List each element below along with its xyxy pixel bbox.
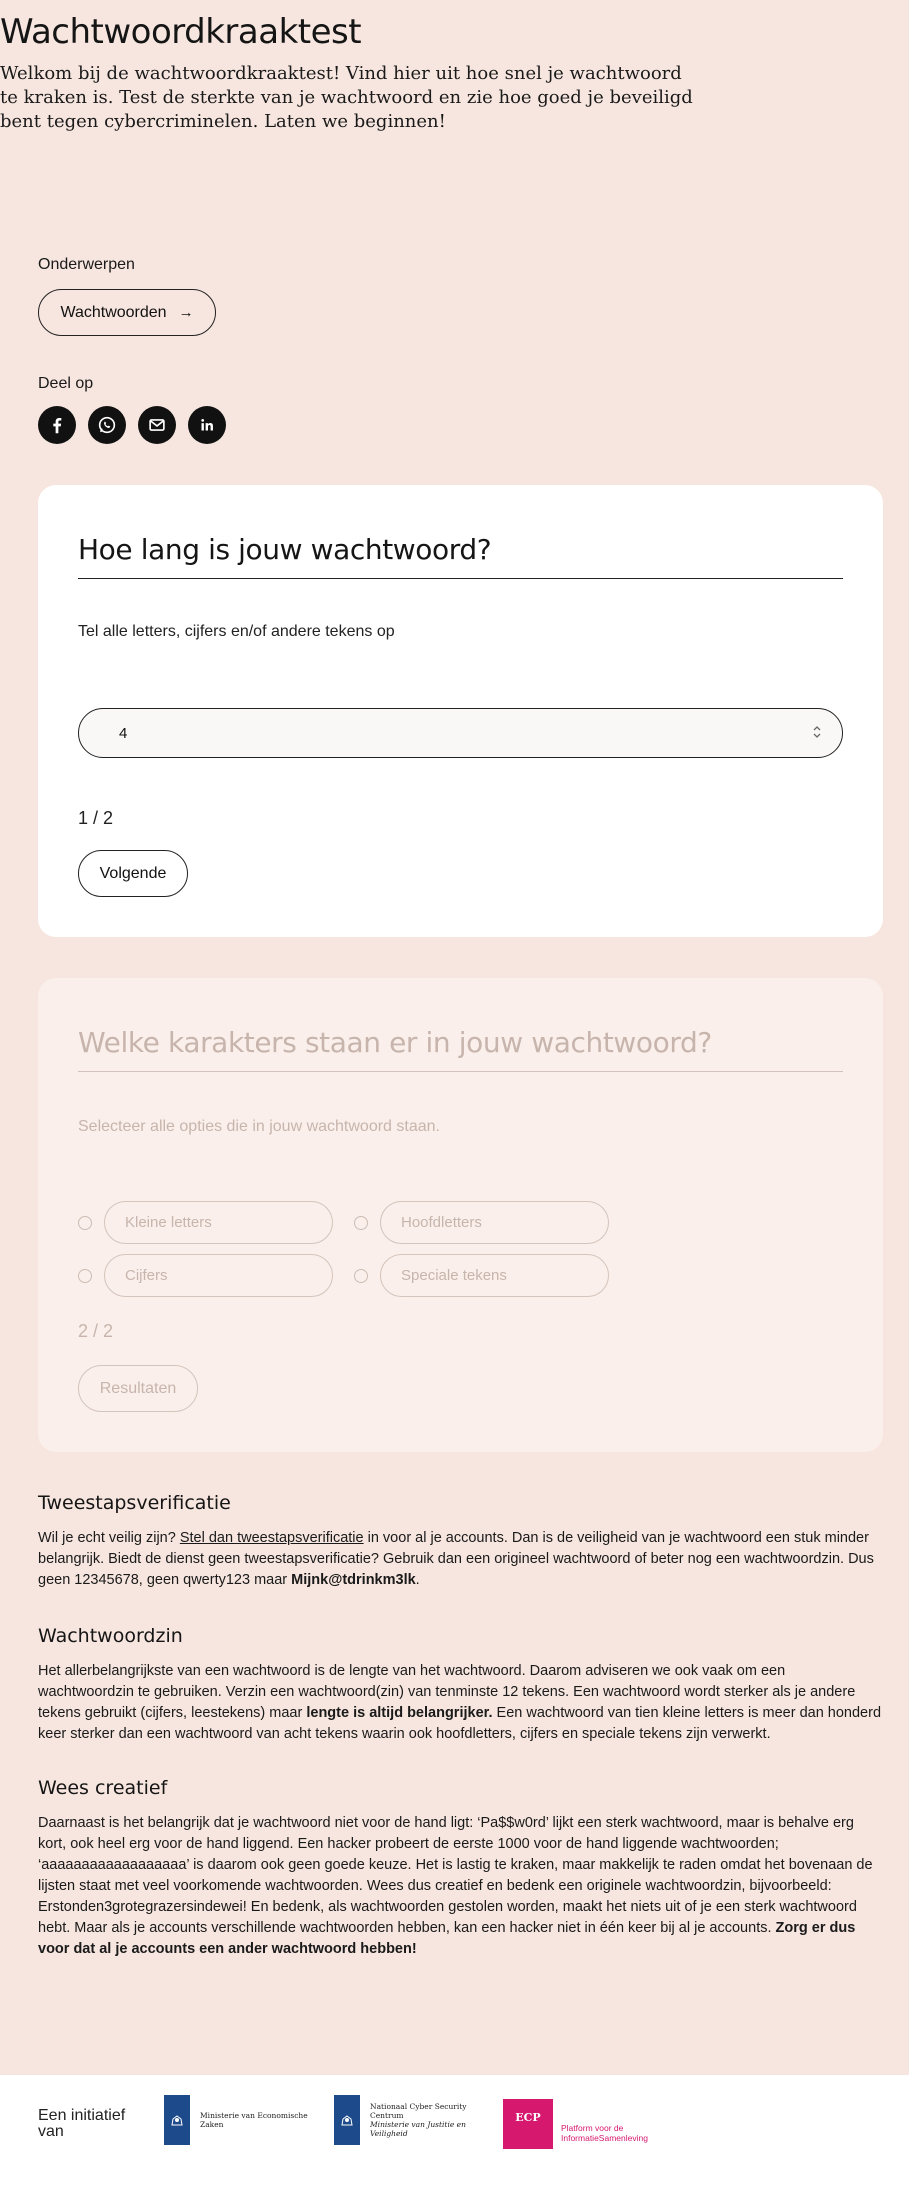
logo-line: InformatieSamenleving xyxy=(561,2133,648,2143)
page-title: Wachtwoordkraaktest xyxy=(0,12,362,52)
logo-line: Platform voor de xyxy=(561,2123,624,2133)
section-text xyxy=(38,1661,883,1745)
crest-icon xyxy=(164,2095,190,2145)
text-run: in voor al je accounts. Dan is de veiligheid van je wachtwoord een stuk minder belangrijk. Biedt de dienst geen tweestapsverificatie? Gebruik dan een origineel wachtwoord of beter nog een wachtwoordzin. Dus geen 12345678, geen qwerty123 maar xyxy=(38,1530,874,1588)
logo-text xyxy=(561,2123,648,2143)
checkbox-digits[interactable] xyxy=(78,1269,92,1283)
option-label: Speciale tekens xyxy=(380,1254,609,1297)
option-special[interactable] xyxy=(354,1254,610,1297)
topic-button-passwords[interactable] xyxy=(38,289,216,336)
step-progress: 2 / 2 xyxy=(78,1321,114,1341)
logo-line: Nationaal Cyber Security Centrum xyxy=(370,2102,467,2120)
options-row xyxy=(78,1254,610,1297)
section-title: Wachtwoordzin xyxy=(38,1625,183,1647)
text-run: Het allerbelangrijkste van een wachtwoord is de lengte van het wachtwoord. Daarom adviseren we ook vaak om een wachtwoordzin te gebruiken. Verzin een wachtwoord(zin) van tenminste 12 tekens. Een wachtwoord wordt sterker als je andere tekens gebruikt (cijfers, leestekens) maar xyxy=(38,1663,856,1721)
checkbox-uppercase[interactable] xyxy=(354,1216,368,1230)
linkedin-icon[interactable] xyxy=(188,406,226,444)
text-run: Daarnaast is het belangrijk dat je wachtwoord niet voor de hand ligt: ‘Pa$$w0rd’ lijkt een sterk wachtwoord, maar is behalve erg kort, ook heel erg voor de hand liggend. Een hacker probeert de eerste 1000 voor de hand liggende wachtwoorden; ‘aaaaaaaaaaaaaaaaaa’ is daarom ook geen goede keuze. Het is lastig te kraken, maar makkelijk te raden omdat het bovenaan de lijsten staat met veel voorkomende wachtwoorden. Wees dus creatief en bedenk een originele wachtwoordzin, bijvoorbeeld: Erstonden3grotegrazersindewei! En bedenk, als wachtwoorden gestolen worden, maakt het niets uit of je een sterk wachtwoord hebt. Maar als je accounts verschillende wachtwoorden hebben, kan een hacker niet in één keer bij al je accounts. xyxy=(38,1815,873,1936)
step-progress: 1 / 2 xyxy=(78,808,114,828)
option-label: Kleine letters xyxy=(104,1201,333,1244)
text-run: Een wachtwoord van tien kleine letters is meer dan honderd keer sterker dan een wachtwoord van acht tekens waarin ook hoofdletters, cijfers en speciale tekens zijn verwerkt. xyxy=(38,1705,882,1742)
emphasis: lengte is altijd belangrijker. xyxy=(306,1705,493,1721)
text-run: Wil je echt veilig zijn? xyxy=(38,1530,180,1546)
topics-label: Onderwerpen xyxy=(38,256,135,273)
emphasis: Zorg er dus voor dat al je accounts een ander wachtwoord hebben! xyxy=(38,1920,856,1957)
crest-icon xyxy=(334,2095,360,2145)
logo-line: Ministerie van Economische Zaken xyxy=(200,2111,308,2129)
password-length-value: 4 xyxy=(119,724,128,742)
question-title: Hoe lang is jouw wachtwoord? xyxy=(78,533,843,579)
whatsapp-icon[interactable] xyxy=(88,406,126,444)
topic-button-label: Wachtwoorden xyxy=(60,303,167,321)
checkbox-special[interactable] xyxy=(354,1269,368,1283)
options-row xyxy=(78,1201,610,1244)
question-card-characters xyxy=(38,978,883,1452)
section-text xyxy=(38,1528,883,1591)
password-length-input[interactable] xyxy=(78,708,843,758)
initiative-label: Een initiatief van xyxy=(38,2107,126,2140)
page-intro: Welkom bij de wachtwoordkraaktest! Vind hier uit hoe snel je wachtwoord te kraken is. Test de sterkte van je wachtwoord en zie hoe goed je beveiligd bent tegen cybercriminelen. Laten we beginnen! xyxy=(0,63,693,132)
option-label: Hoofdletters xyxy=(380,1201,609,1244)
facebook-icon[interactable] xyxy=(38,406,76,444)
stepper-icon[interactable] xyxy=(812,723,822,741)
option-uppercase[interactable] xyxy=(354,1201,610,1244)
section-text xyxy=(38,1813,883,1960)
email-icon[interactable] xyxy=(138,406,176,444)
ecp-mark: ECP xyxy=(503,2099,553,2149)
logo-ecp[interactable] xyxy=(503,2099,648,2149)
example-password: Mijnk@tdrinkm3lk xyxy=(291,1572,416,1588)
section-passphrase xyxy=(38,1625,883,1745)
option-label: Cijfers xyxy=(104,1254,333,1297)
question-title: Welke karakters staan er in jouw wachtwoord? xyxy=(78,1026,843,1072)
text-run: . xyxy=(415,1572,420,1588)
question-card-length xyxy=(38,485,883,937)
arrow-right-icon: → xyxy=(178,304,194,321)
section-title: Wees creatief xyxy=(38,1777,168,1799)
question-instruction: Tel alle letters, cijfers en/of andere tekens op xyxy=(78,623,395,640)
logo-ncsc[interactable] xyxy=(334,2095,500,2145)
checkbox-lowercase[interactable] xyxy=(78,1216,92,1230)
two-factor-link[interactable]: Stel dan tweestapsverificatie xyxy=(179,1530,364,1546)
section-two-factor xyxy=(38,1492,883,1591)
next-button[interactable]: Volgende xyxy=(78,850,188,897)
question-instruction: Selecteer alle opties die in jouw wachtwoord staan. xyxy=(78,1118,440,1135)
results-button[interactable]: Resultaten xyxy=(78,1365,198,1412)
option-digits[interactable] xyxy=(78,1254,334,1297)
share-label: Deel op xyxy=(38,375,94,392)
share-links xyxy=(38,406,226,444)
section-title: Tweestapsverificatie xyxy=(38,1492,231,1514)
option-lowercase[interactable] xyxy=(78,1201,334,1244)
logo-line: Ministerie van Justitie en Veiligheid xyxy=(370,2120,466,2138)
logo-text xyxy=(370,2102,500,2138)
section-be-creative xyxy=(38,1777,883,1960)
logo-text xyxy=(200,2111,330,2129)
footer xyxy=(0,2075,909,2210)
logo-economische-zaken[interactable] xyxy=(164,2095,330,2145)
